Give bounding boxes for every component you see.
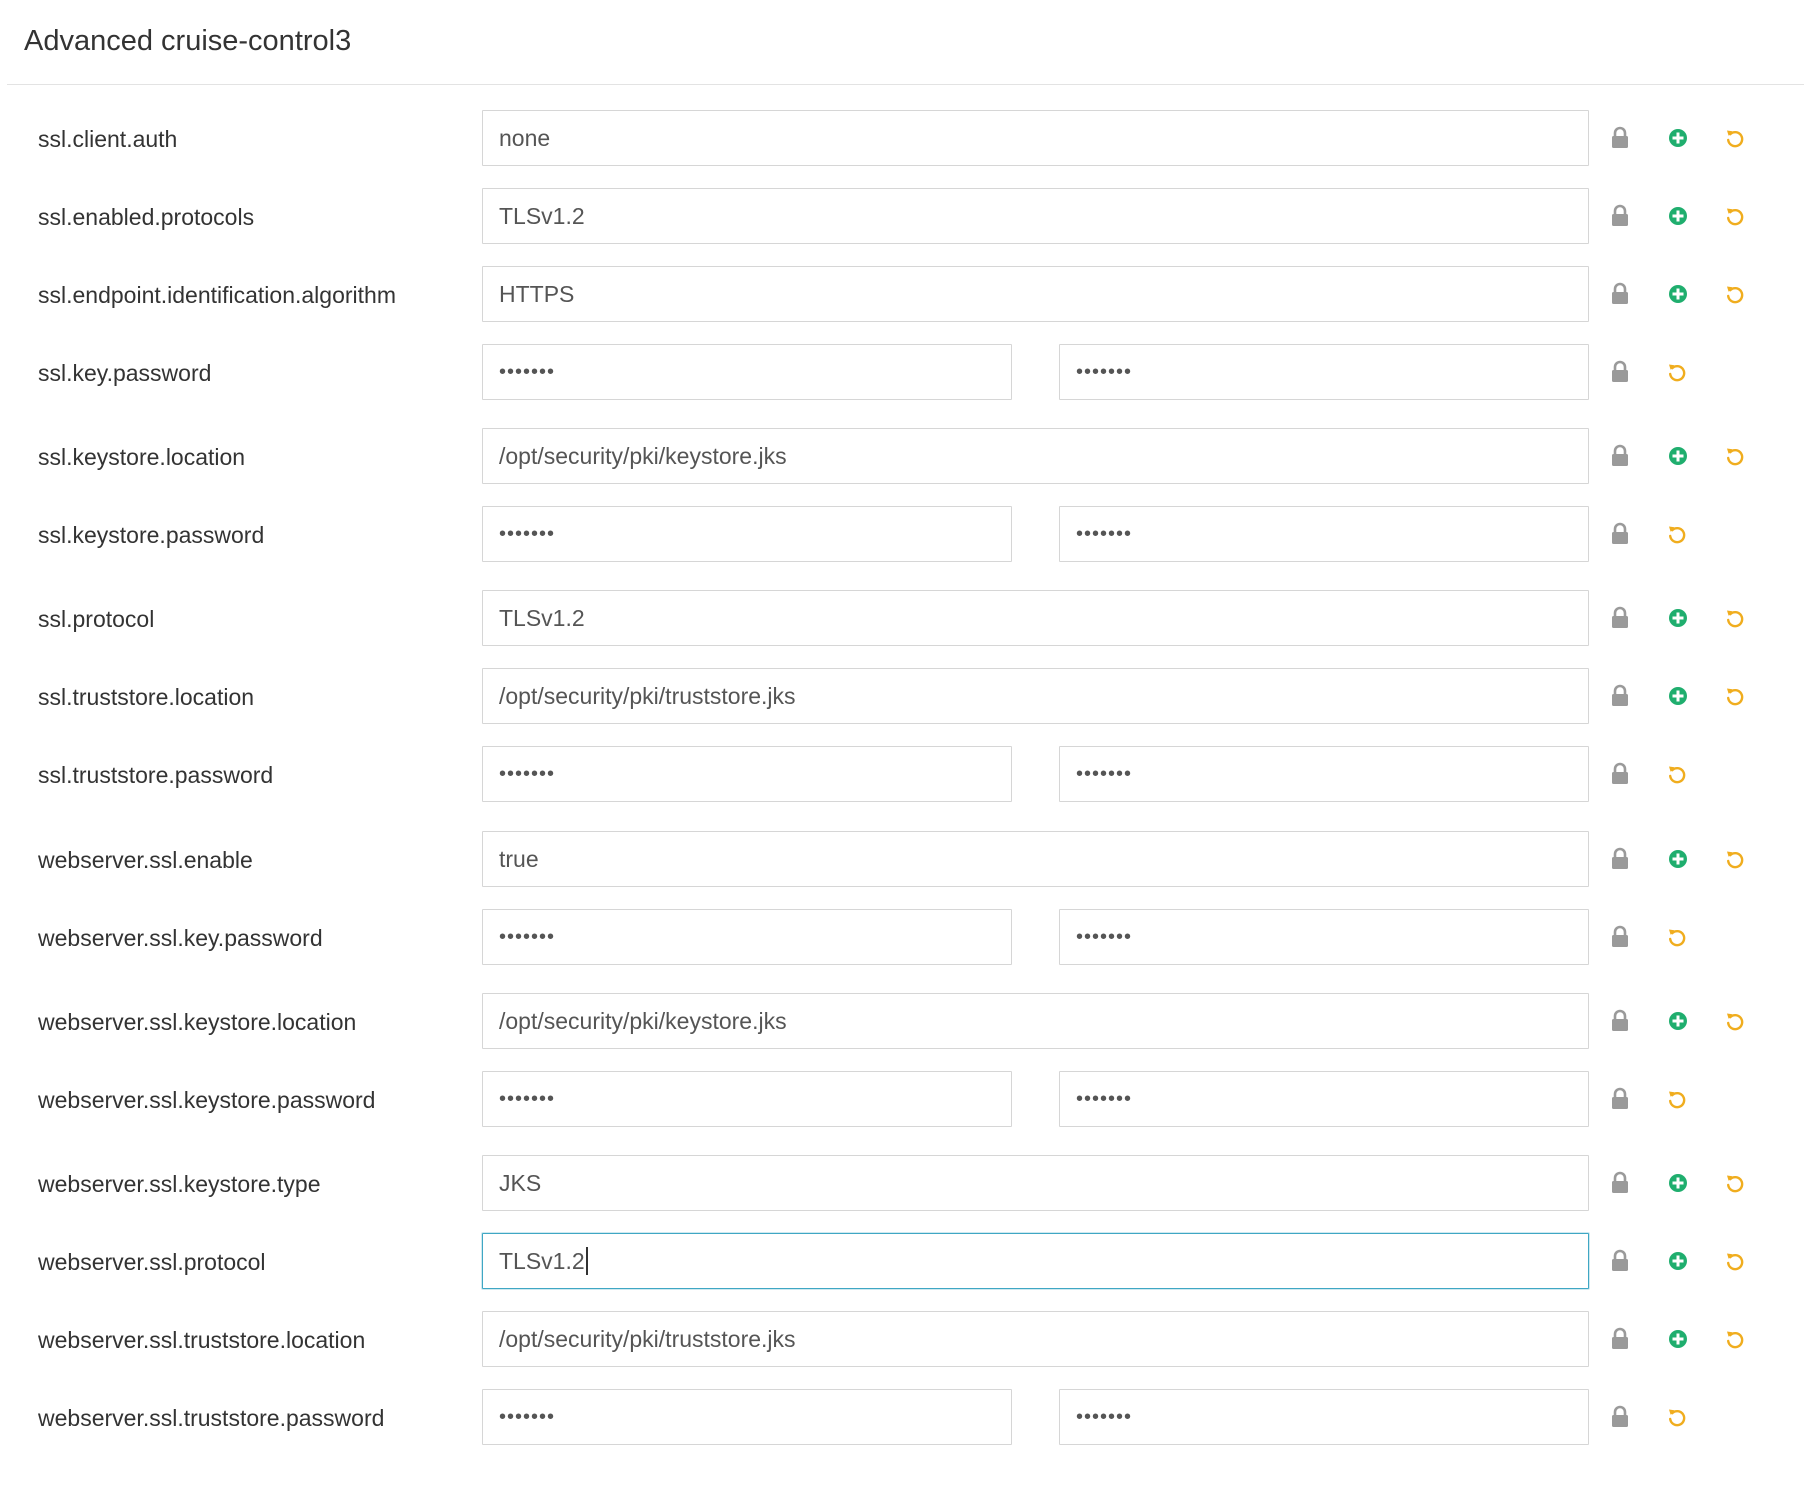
property-label: ssl.truststore.location bbox=[38, 684, 255, 710]
confirm-password-input[interactable]: ••••••• bbox=[1059, 1071, 1589, 1127]
password-input[interactable]: ••••••• bbox=[482, 909, 1012, 965]
undo-icon[interactable] bbox=[1723, 1009, 1747, 1033]
property-value-text: TLSv1.2 bbox=[499, 1248, 585, 1274]
property-label: webserver.ssl.enable bbox=[38, 847, 253, 873]
property-label: ssl.key.password bbox=[38, 360, 212, 386]
plus-circle-icon[interactable] bbox=[1666, 282, 1690, 306]
property-value-input[interactable] bbox=[482, 110, 1589, 166]
property-value-text: /opt/security/pki/keystore.jks bbox=[499, 443, 787, 469]
plus-circle-icon[interactable] bbox=[1666, 126, 1690, 150]
confirm-password-input[interactable]: ••••••• bbox=[1059, 909, 1589, 965]
plus-circle-icon[interactable] bbox=[1666, 606, 1690, 630]
property-label: ssl.keystore.location bbox=[38, 444, 246, 470]
lock-icon[interactable] bbox=[1608, 684, 1632, 708]
confirm-password-input[interactable]: ••••••• bbox=[1059, 746, 1589, 802]
panel-title: Advanced cruise-control3 bbox=[24, 25, 352, 57]
property-value-text: TLSv1.2 bbox=[499, 605, 585, 631]
lock-icon[interactable] bbox=[1608, 204, 1632, 228]
property-label: webserver.ssl.truststore.password bbox=[38, 1405, 385, 1431]
undo-icon[interactable] bbox=[1723, 282, 1747, 306]
plus-circle-icon[interactable] bbox=[1666, 1171, 1690, 1195]
property-value-text: JKS bbox=[499, 1170, 542, 1196]
undo-icon[interactable] bbox=[1665, 1087, 1689, 1111]
panel-header bbox=[7, 0, 1804, 85]
property-label: webserver.ssl.protocol bbox=[38, 1249, 266, 1275]
property-row-ssl-endpoint-identification-algorithm bbox=[0, 266, 1804, 322]
undo-icon[interactable] bbox=[1723, 606, 1747, 630]
lock-icon[interactable] bbox=[1608, 1405, 1632, 1429]
property-label: webserver.ssl.keystore.password bbox=[38, 1087, 376, 1113]
property-row-ssl-keystore-password bbox=[0, 506, 1804, 562]
property-row-webserver-ssl-truststore-location bbox=[0, 1311, 1804, 1367]
confirm-password-input[interactable]: ••••••• bbox=[1059, 506, 1589, 562]
lock-icon[interactable] bbox=[1608, 1249, 1632, 1273]
property-row-ssl-enabled-protocols bbox=[0, 188, 1804, 244]
undo-icon[interactable] bbox=[1723, 444, 1747, 468]
property-row-ssl-truststore-password bbox=[0, 746, 1804, 802]
lock-icon[interactable] bbox=[1608, 925, 1632, 949]
lock-icon[interactable] bbox=[1608, 762, 1632, 786]
property-value-input[interactable] bbox=[482, 1233, 1589, 1289]
password-input[interactable]: ••••••• bbox=[482, 344, 1012, 400]
undo-icon[interactable] bbox=[1665, 925, 1689, 949]
undo-icon[interactable] bbox=[1723, 126, 1747, 150]
property-row-webserver-ssl-truststore-password bbox=[0, 1389, 1804, 1445]
property-label: ssl.client.auth bbox=[38, 126, 178, 152]
property-row-webserver-ssl-enable bbox=[0, 831, 1804, 887]
undo-icon[interactable] bbox=[1723, 1171, 1747, 1195]
property-row-ssl-protocol bbox=[0, 590, 1804, 646]
undo-icon[interactable] bbox=[1665, 360, 1689, 384]
property-row-ssl-truststore-location bbox=[0, 668, 1804, 724]
lock-icon[interactable] bbox=[1608, 1171, 1632, 1195]
plus-circle-icon[interactable] bbox=[1666, 847, 1690, 871]
password-input[interactable]: ••••••• bbox=[482, 746, 1012, 802]
password-input[interactable]: ••••••• bbox=[482, 506, 1012, 562]
property-label: ssl.enabled.protocols bbox=[38, 204, 255, 230]
lock-icon[interactable] bbox=[1608, 360, 1632, 384]
property-row-ssl-key-password bbox=[0, 344, 1804, 400]
property-value-input[interactable] bbox=[482, 831, 1589, 887]
property-value-text: TLSv1.2 bbox=[499, 203, 585, 229]
undo-icon[interactable] bbox=[1723, 684, 1747, 708]
property-value-input[interactable] bbox=[482, 993, 1589, 1049]
property-label: webserver.ssl.keystore.location bbox=[38, 1009, 357, 1035]
password-input[interactable]: ••••••• bbox=[482, 1389, 1012, 1445]
undo-icon[interactable] bbox=[1723, 1249, 1747, 1273]
plus-circle-icon[interactable] bbox=[1666, 1009, 1690, 1033]
property-value-text: true bbox=[499, 846, 539, 872]
property-value-text: /opt/security/pki/truststore.jks bbox=[499, 1326, 796, 1352]
property-row-webserver-ssl-key-password bbox=[0, 909, 1804, 965]
property-label: webserver.ssl.truststore.location bbox=[38, 1327, 366, 1353]
undo-icon[interactable] bbox=[1665, 522, 1689, 546]
confirm-password-input[interactable]: ••••••• bbox=[1059, 344, 1589, 400]
undo-icon[interactable] bbox=[1665, 1405, 1689, 1429]
undo-icon[interactable] bbox=[1723, 847, 1747, 871]
text-caret bbox=[586, 1247, 588, 1275]
property-label: ssl.endpoint.identification.algorithm bbox=[38, 282, 396, 308]
property-value-text: none bbox=[499, 125, 551, 151]
property-row-ssl-keystore-location bbox=[0, 428, 1804, 484]
property-label: ssl.truststore.password bbox=[38, 762, 274, 788]
plus-circle-icon[interactable] bbox=[1666, 1249, 1690, 1273]
property-value-input[interactable] bbox=[482, 590, 1589, 646]
confirm-password-input[interactable]: ••••••• bbox=[1059, 1389, 1589, 1445]
property-value-text: /opt/security/pki/truststore.jks bbox=[499, 683, 796, 709]
property-value-text: HTTPS bbox=[499, 281, 575, 307]
plus-circle-icon[interactable] bbox=[1666, 1327, 1690, 1351]
property-row-ssl-client-auth bbox=[0, 110, 1804, 166]
plus-circle-icon[interactable] bbox=[1666, 684, 1690, 708]
property-value-input[interactable] bbox=[482, 668, 1589, 724]
property-value-text: /opt/security/pki/keystore.jks bbox=[499, 1008, 787, 1034]
lock-icon[interactable] bbox=[1608, 282, 1632, 306]
undo-icon[interactable] bbox=[1723, 1327, 1747, 1351]
property-value-input[interactable] bbox=[482, 428, 1589, 484]
password-input[interactable]: ••••••• bbox=[482, 1071, 1012, 1127]
lock-icon[interactable] bbox=[1608, 1009, 1632, 1033]
property-label: webserver.ssl.keystore.type bbox=[38, 1171, 321, 1197]
lock-icon[interactable] bbox=[1608, 126, 1632, 150]
plus-circle-icon[interactable] bbox=[1666, 444, 1690, 468]
property-row-webserver-ssl-protocol bbox=[0, 1233, 1804, 1289]
undo-icon[interactable] bbox=[1723, 204, 1747, 228]
property-label: ssl.protocol bbox=[38, 606, 155, 632]
undo-icon[interactable] bbox=[1665, 762, 1689, 786]
property-value-input[interactable] bbox=[482, 1155, 1589, 1211]
property-label: webserver.ssl.key.password bbox=[38, 925, 323, 951]
lock-icon[interactable] bbox=[1608, 522, 1632, 546]
property-value-input[interactable] bbox=[482, 266, 1589, 322]
lock-icon[interactable] bbox=[1608, 1327, 1632, 1351]
lock-icon[interactable] bbox=[1608, 1087, 1632, 1111]
lock-icon[interactable] bbox=[1608, 444, 1632, 468]
plus-circle-icon[interactable] bbox=[1666, 204, 1690, 228]
property-row-webserver-ssl-keystore-password bbox=[0, 1071, 1804, 1127]
property-row-webserver-ssl-keystore-location bbox=[0, 993, 1804, 1049]
property-row-webserver-ssl-keystore-type bbox=[0, 1155, 1804, 1211]
property-value-input[interactable] bbox=[482, 188, 1589, 244]
lock-icon[interactable] bbox=[1608, 606, 1632, 630]
property-value-input[interactable] bbox=[482, 1311, 1589, 1367]
lock-icon[interactable] bbox=[1608, 847, 1632, 871]
property-label: ssl.keystore.password bbox=[38, 522, 265, 548]
